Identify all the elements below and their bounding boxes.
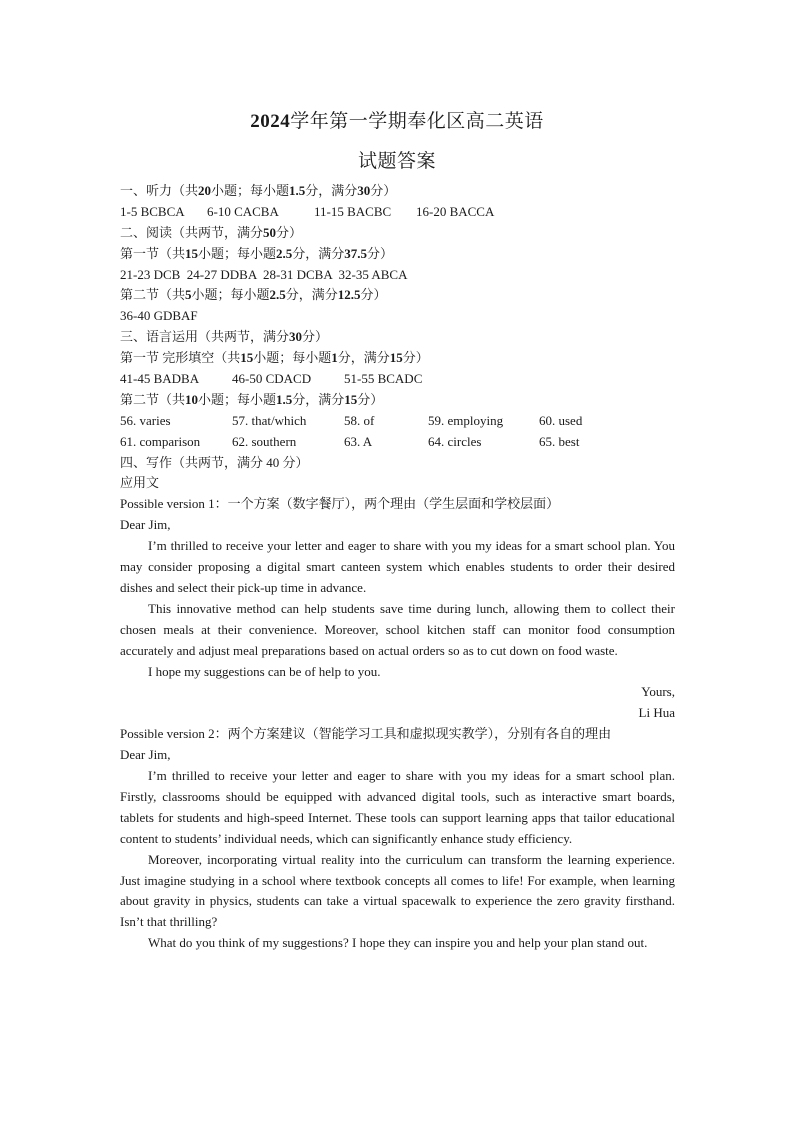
version2-paragraph-1: I’m thrilled to receive your letter and eager to share with you my ideas for a smart school plan. Firstly, classrooms should be equipped with advanced digital tools, such as interactive smart boards, tablets for students and high-speed Internet. These tools can support learning apps that tailor educational content to students’ individual needs, which can significantly enhance study efficiency. — [120, 768, 675, 846]
version1-paragraph-3: I hope my suggestions can be of help to you. — [148, 663, 381, 679]
language-section1-answers: 41-45 BADBA 46-50 CDACD 51-55 BCADC — [120, 371, 423, 387]
listening-answers: 1-5 BCBCA 6-10 CACBA 11-15 BACBC 16-20 BACCA — [120, 203, 495, 219]
version1-greeting: Dear Jim, — [120, 517, 171, 533]
document-subtitle: 试题答案 — [357, 151, 436, 172]
version2-paragraph-3: What do you think of my suggestions? I hope they can inspire you and help your plan stand out. — [148, 935, 648, 951]
reading-section2-answers: 36-40 GDBAF — [120, 308, 198, 324]
version2-paragraph-2: Moreover, incorporating virtual reality into the curriculum can transform the learning experience. Just imagine studying in a school where textbook concepts all comes to life! For example, when learning about gravity in physics, students can take a virtual spacewalk to experience the zero gravity firsthand. Isn’t that thrilling? — [120, 851, 675, 930]
reading-section2-header: 第二节（共5小题；每小题2.5分，满分12.5分） — [120, 287, 387, 303]
listening-header: 一、听力（共20小题；每小题1.5分，满分30分） — [120, 183, 397, 198]
reading-section1-answers: 21-23 DCB 24-27 DDBA 28-31 DCBA 32-35 ABCA — [120, 266, 408, 282]
language-header: 三、语言运用（共两节，满分30分） — [120, 329, 329, 345]
answer-content — [120, 181, 675, 954]
version2-greeting: Dear Jim, — [120, 747, 171, 763]
writing-subheader: 应用文 — [120, 475, 160, 491]
language-section2-header: 第二节（共10小题；每小题1.5分，满分15分） — [120, 391, 384, 407]
reading-header: 二、阅读（共两节，满分50分） — [120, 224, 303, 240]
writing-header: 四、写作（共两节，满分 40 分） — [120, 454, 309, 470]
grammar-answers-row-2: 61. comparison 62. southern 63. A 64. circles 65. best — [120, 433, 580, 449]
version2-label: Possible version 2：两个方案建议（智能学习工具和虚拟现实教学），分别有各自的理由 — [120, 726, 612, 742]
version1-paragraph-2: This innovative method can help students save time during lunch, allowing them to collect their chosen meals at their convenience. Moreover, school kitchen staff can monitor food consumption accurately and adjust meal preparations based on actual orders so as to cut down on food waste. — [120, 600, 675, 658]
version1-paragraph-1: I’m thrilled to receive your letter and eager to share with you my ideas for a smart school plan. You may consider proposing a digital smart canteen system which enables students to order their desired dishes and select their pick-up time in advance. — [120, 538, 675, 595]
version1-closing: Yours, — [641, 684, 675, 700]
language-section1-header: 第一节 完形填空（共15小题；每小题1分，满分15分） — [120, 350, 429, 366]
version1-signature: Li Hua — [638, 705, 675, 721]
version1-label: Possible version 1：一个方案（数字餐厅），两个理由（学生层面和学校层面） — [120, 496, 560, 512]
grammar-answers-row-1: 56. varies 57. that/which 58. of 59. employing 60. used — [120, 412, 583, 428]
document-title: 2024学年第一学期奉化区高二英语 — [250, 111, 544, 132]
reading-section1-header: 第一节（共15小题；每小题2.5分，满分37.5分） — [120, 245, 394, 261]
